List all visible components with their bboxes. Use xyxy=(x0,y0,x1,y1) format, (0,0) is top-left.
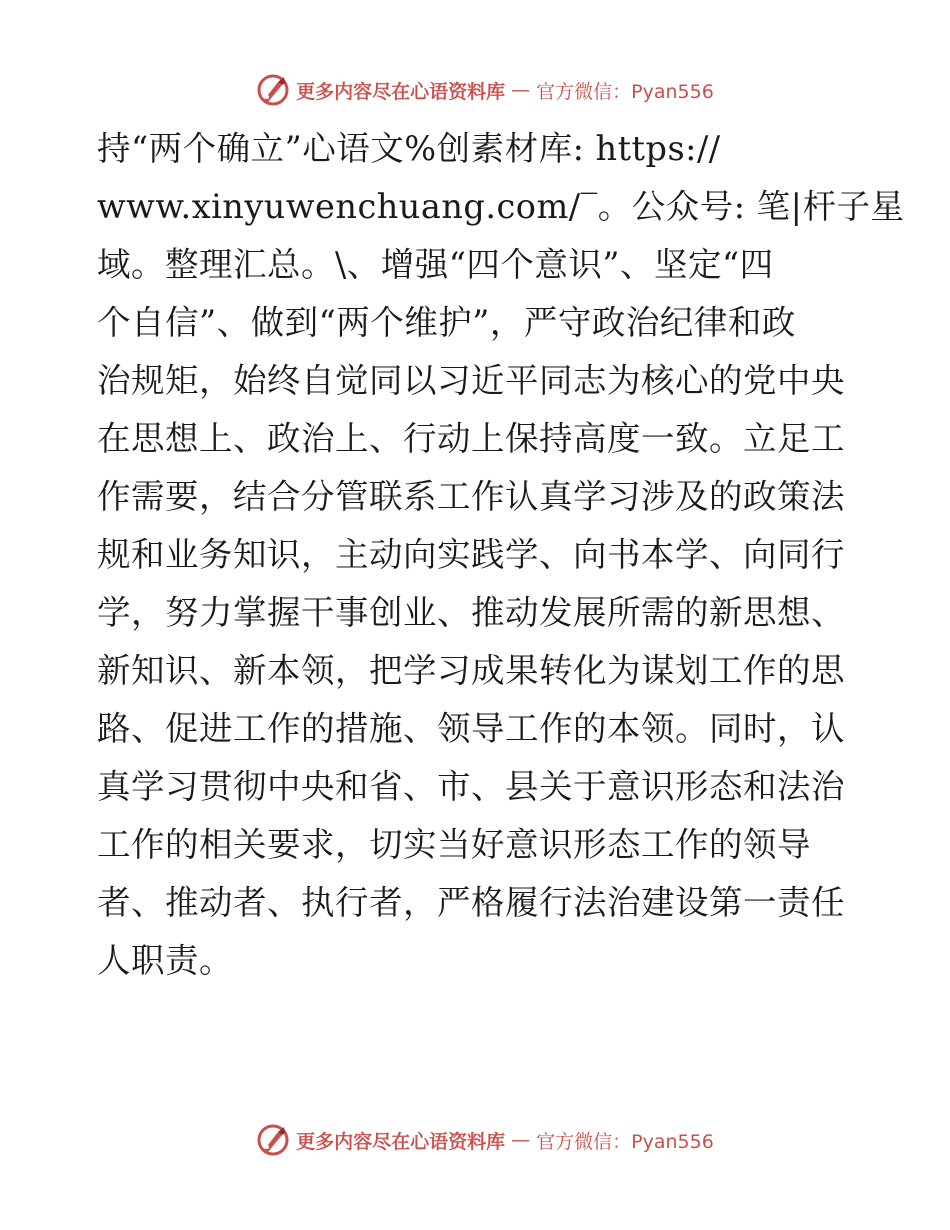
body-line: 个自信”、做到“两个维护”，严守政治纪律和政 xyxy=(97,303,796,342)
body-line: 新知识、新本领，把学习成果转化为谋划工作的思 xyxy=(97,651,845,690)
body-line: 人职责。 xyxy=(97,941,233,980)
body-line: 学，努力掌握干事创业、推动发展所需的新思想、 xyxy=(97,593,845,632)
footer-banner xyxy=(0,1120,950,1160)
header-banner xyxy=(0,70,950,110)
banner-wechat-text: 官方微信：Pyan556 xyxy=(536,80,714,103)
body-line: 路、促进工作的措施、领导工作的本领。同时，认 xyxy=(97,709,845,748)
body-line: 持“两个确立”心语文%创素材库: https:// xyxy=(97,129,721,168)
banner-wechat-text: 官方微信：Pyan556 xyxy=(536,1130,714,1153)
banner-promo-text: 更多内容尽在心语资料库 xyxy=(296,80,506,103)
header-banner-content xyxy=(256,73,714,107)
body-line: 在思想上、政治上、行动上保持高度一致。立足工 xyxy=(97,419,845,458)
footer-banner-content xyxy=(256,1123,714,1157)
body-line: 真学习贯彻中央和省、市、县关于意识形态和法治 xyxy=(97,767,845,806)
quill-pen-logo-icon xyxy=(256,73,290,107)
body-line: 作需要，结合分管联系工作认真学习涉及的政策法 xyxy=(97,477,845,516)
banner-dash: — xyxy=(511,1129,531,1151)
body-line: www.xinyuwenchuang.com/‾。公众号: 笔|杆子星 xyxy=(97,187,905,226)
document-body xyxy=(97,120,905,990)
banner-promo-text: 更多内容尽在心语资料库 xyxy=(296,1130,506,1153)
body-line: 治规矩，始终自觉同以习近平同志为核心的党中央 xyxy=(97,361,845,400)
body-line: 工作的相关要求，切实当好意识形态工作的领导 xyxy=(97,825,811,864)
banner-dash: — xyxy=(511,79,531,101)
body-line: 者、推动者、执行者，严格履行法治建设第一责任 xyxy=(97,883,845,922)
quill-pen-logo-icon xyxy=(256,1123,290,1157)
body-line: 规和业务知识，主动向实践学、向书本学、向同行 xyxy=(97,535,845,574)
body-line: 域。整理汇总。\、增强“四个意识”、坚定“四 xyxy=(97,245,774,284)
